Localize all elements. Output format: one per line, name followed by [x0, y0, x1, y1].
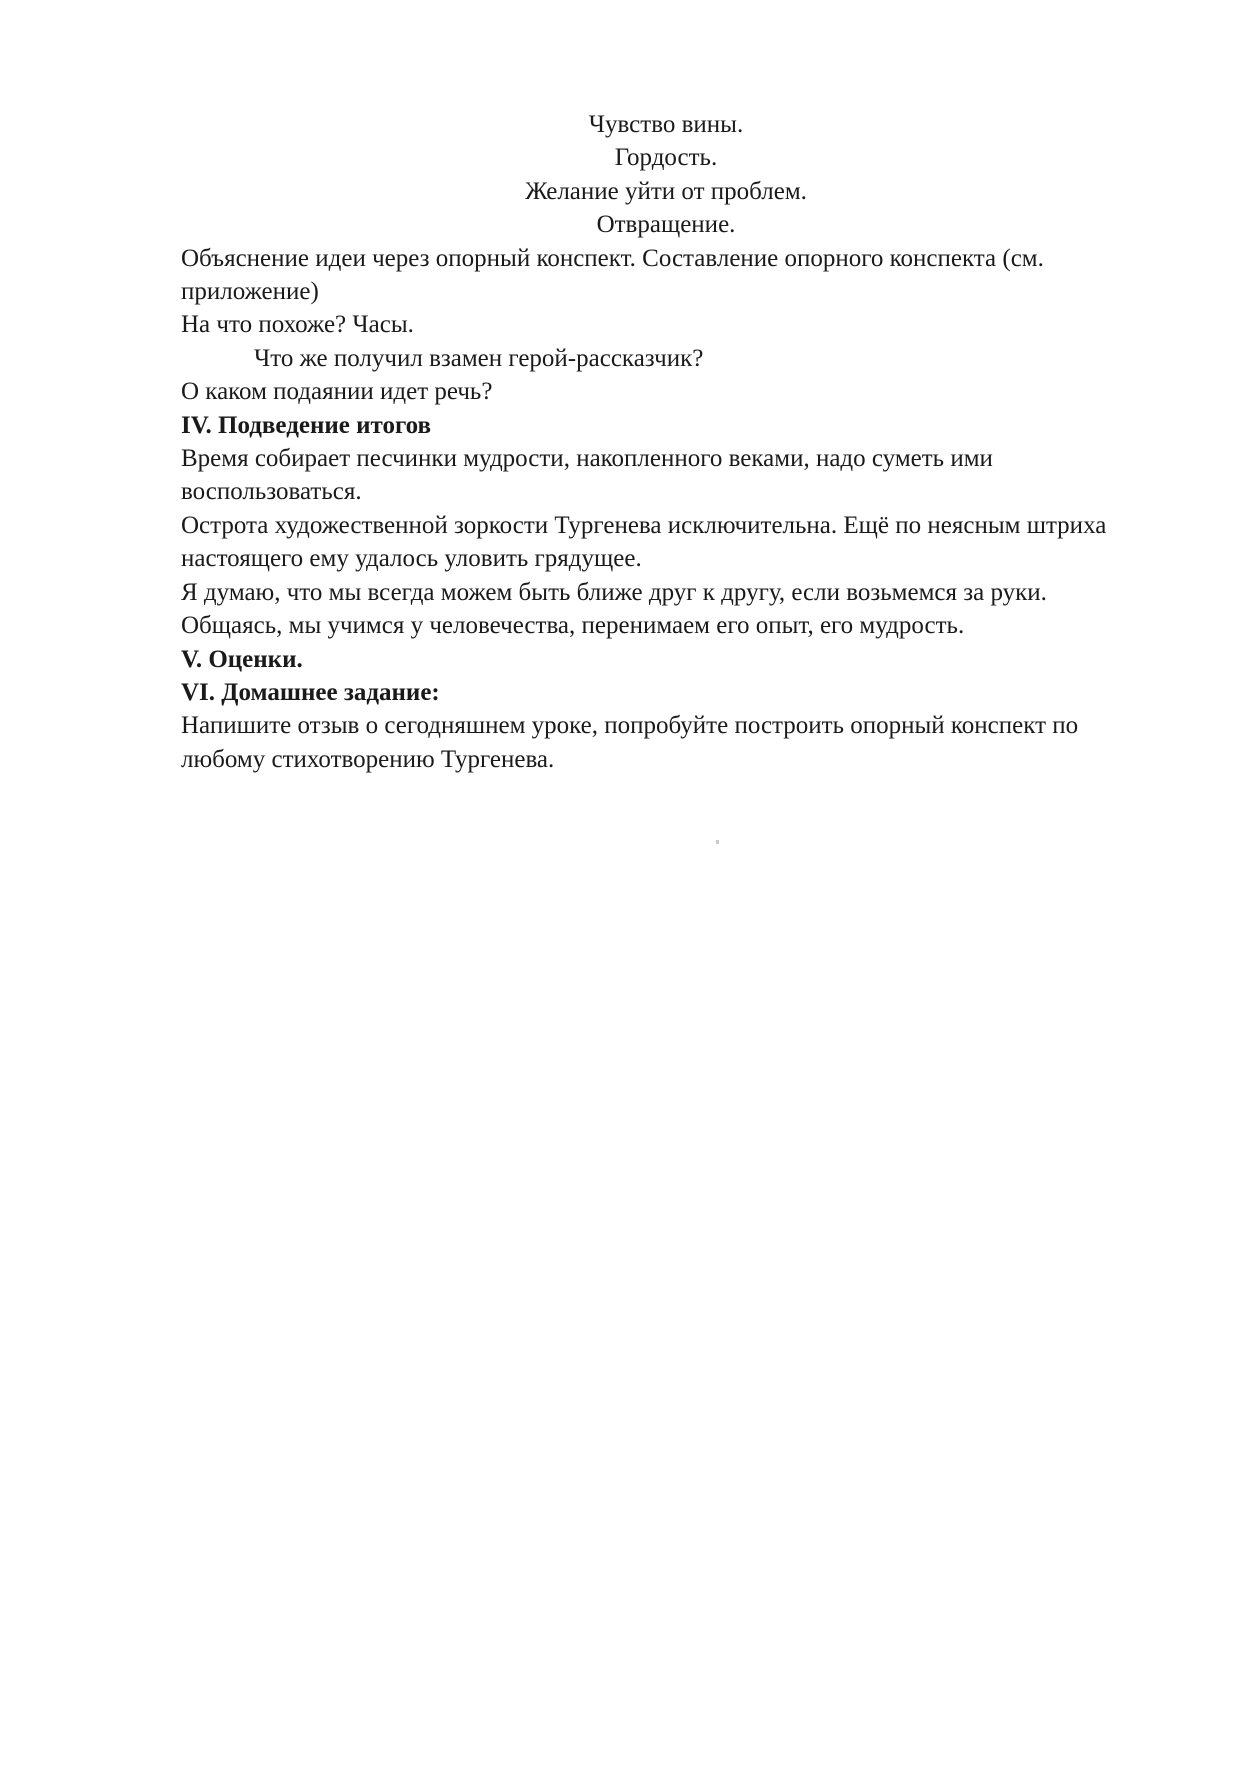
centered-line: Чувство вины. — [588, 111, 744, 138]
paragraph: На что похоже? Часы. — [181, 311, 414, 339]
paragraph: Напишите отзыв о сегодняшнем уроке, попробуйте построить опорный конспект по любому стихотворению Тургенева. — [181, 712, 1079, 773]
section-heading: VI. Домашнее задание: — [181, 678, 440, 706]
paragraph: Острота художественной зоркости Тургенева исключительна. Ещё по неясным штриха настоящего ему удалось уловить грядущее. — [181, 511, 1107, 573]
paragraph: Объяснение идеи через опорный конспект. Составление опорного конспекта (см. приложение) — [181, 244, 1044, 306]
section-heading: IV. Подведение итогов — [181, 411, 432, 439]
centered-line: Желание уйти от проблем. — [525, 177, 807, 205]
paragraph: Я думаю, что мы всегда можем быть ближе друг к другу, если возьмемся за руки. Общаясь, мы учимся у человечества, перенимаем его опыт, его мудрость. — [181, 578, 1047, 640]
centered-line: Отвращение. — [596, 211, 736, 239]
paragraph-indented: Что же получил взамен герой-рассказчик? — [254, 344, 704, 372]
paragraph: О каком подаянии идет речь? — [181, 378, 493, 406]
section-heading: V. Оценки. — [181, 645, 303, 673]
page-text — [181, 108, 1151, 776]
paragraph: Время собирает песчинки мудрости, накопленного веками, надо суметь ими воспользоваться. — [181, 445, 993, 506]
centered-line: Гордость. — [614, 144, 718, 172]
scan-speck — [716, 840, 719, 844]
